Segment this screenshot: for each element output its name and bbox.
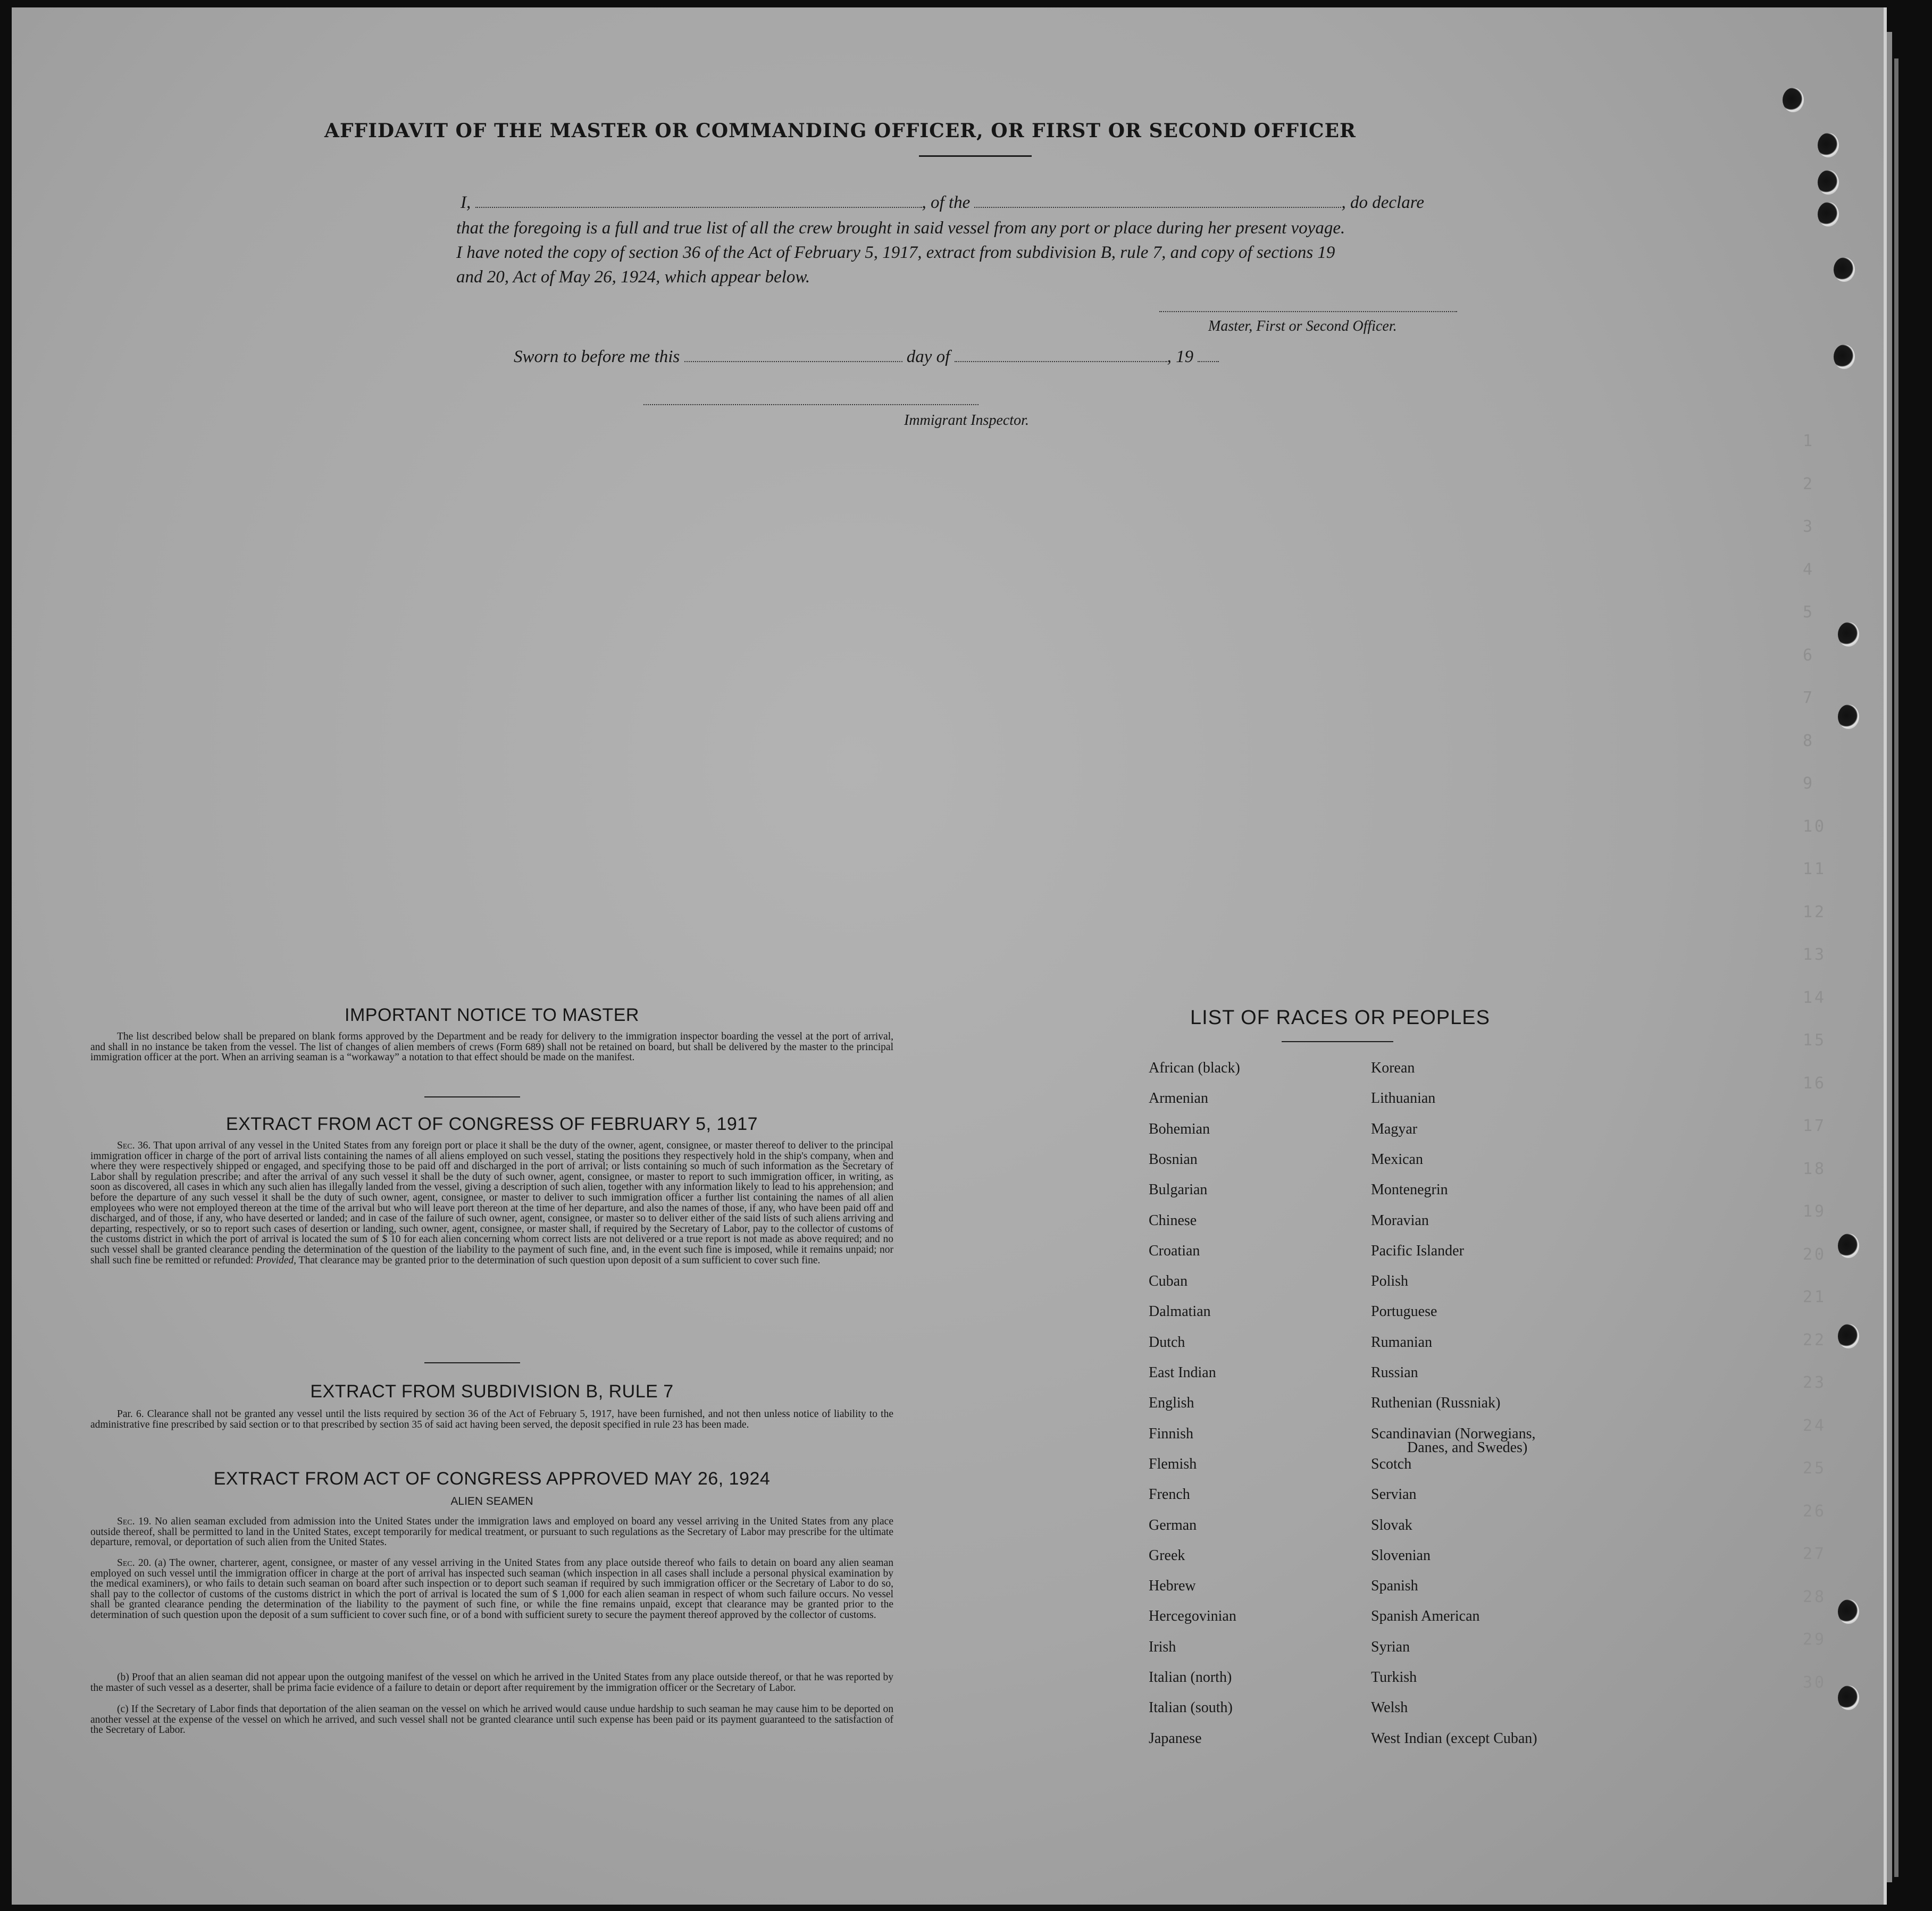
bleed-row-number: 5 — [1803, 603, 1815, 622]
extract-1924-title: EXTRACT FROM ACT OF CONGRESS APPROVED MAY 26, 1924 — [213, 1469, 771, 1489]
race-item: Spanish — [1371, 1578, 1418, 1595]
races-rule — [1282, 1041, 1393, 1042]
race-item: Magyar — [1371, 1120, 1418, 1137]
race-item: French — [1149, 1486, 1190, 1503]
binder-hole — [1838, 1599, 1859, 1624]
bleed-row-number: 23 — [1803, 1373, 1827, 1392]
race-item: East Indian — [1149, 1364, 1216, 1381]
race-item-continuation: Danes, and Swedes) — [1407, 1439, 1528, 1456]
bleed-row-number: 6 — [1803, 646, 1815, 665]
sec-20c-text: (c) If the Secretary of Labor finds that deportation of the alien seaman on the vessel on which he arrived would cause undue hardship to such seaman he may cause him to be deported on another vessel at the expense of the vessel on which he arrived, and such vessel shall not be granted clearance until such expense has been paid or its payment guaranteed to the satisfaction of the Secretary of Labor. — [90, 1704, 893, 1736]
notice-title: IMPORTANT NOTICE TO MASTER — [345, 1005, 639, 1025]
sec-36-text: That upon arrival of any vessel in the United States from any foreign port or place it shall be the duty of the owner, agent, consignee, or master thereof to deliver to the principal immigration officer in charge of the port of arrival lists containing the names of all aliens employed on such vessel, stating the positions they respectively hold in the ship's company, when and where they were respectively shipped or engaged, and specifying those to be paid off and discharged in the port of arrival; or lists containing so much of such information as the Secretary of Labor shall by regulation prescribe; and after the arrival of any such vessel it shall be the duty of such owner, agent, consignee, or master to report to such immigration officer, in writing, as soon as discovered, all cases in which any such alien has illegally landed from the vessel, giving a description of such alien, together with any information likely to lead to his apprehension; and before the departure of any such vessel it shall be the duty of such owner, agent, consignee, or master to deliver to such immigration officer a further list containing the names of all alien employees who were not employed thereon at the time of the arrival but who will leave port thereon at the time of her departure, and also the names of those, if any, who have been paid off and discharged, and of those, if any, who have deserted or landed; and in case of the failure of such owner, agent, consignee, or master so to deliver either of the said lists of such aliens arriving and departing, respectively, or so to report such cases of desertion or landing, such owner, agent, consignee, or master shall, if required by the Secretary of Labor, pay to the collector of customs of the customs district in which the port of arrival is located the sum of $ 10 for each alien concerning whom correct lists are not delivered or a true report is not made as above required; and no such vessel shall be granted clearance pending the determination of the question of the liability to the payment of such fine, and, in the event such fine is imposed, while it remains unpaid; nor shall such fine be remitted or refunded: — [90, 1140, 893, 1266]
race-item: Bohemian — [1149, 1120, 1210, 1137]
extract-1917-text — [90, 1141, 893, 1265]
race-item: Italian (south) — [1149, 1699, 1233, 1716]
master-signature-line[interactable] — [1159, 311, 1457, 312]
binder-hole — [1838, 1686, 1859, 1710]
race-item: Japanese — [1149, 1730, 1202, 1747]
bleed-row-number: 12 — [1803, 902, 1827, 921]
sec-19-label: Sec. 19. — [117, 1516, 152, 1527]
extract-1917-title: EXTRACT FROM ACT OF CONGRESS OF FEBRUARY 5, 1917 — [225, 1114, 758, 1134]
affidavit-line-1 — [461, 190, 1503, 215]
race-item: Bosnian — [1149, 1151, 1198, 1168]
race-item: Korean — [1371, 1060, 1415, 1076]
bleed-row-number: 21 — [1803, 1288, 1827, 1306]
binder-hole — [1838, 1234, 1859, 1258]
bleed-row-number: 8 — [1803, 731, 1815, 750]
race-item: Slovak — [1371, 1516, 1412, 1533]
sec-19-body: No alien seaman excluded from admission into the United States under the immigration laws and employed on board any vessel arriving in the United States from any place outside thereof, shall be permitted to land in the United States, except temporarily for medical treatment, or pursuant to such regulations as the Secretary of Labor may prescribe for the ultimate departure, removal, or deportation of such alien from the United States. — [90, 1516, 893, 1548]
proviso-text: That clearance may be granted prior to the determination of such question upon deposit of a sum sufficient to cover such fine. — [298, 1254, 821, 1266]
sec-36-label: Sec. 36. — [117, 1140, 151, 1151]
sworn-line — [514, 345, 1219, 369]
race-item: Syrian — [1371, 1638, 1410, 1655]
bleed-row-number: 19 — [1803, 1202, 1827, 1221]
bleed-row-number: 13 — [1803, 945, 1827, 964]
bleed-row-number: 15 — [1803, 1031, 1827, 1050]
divider — [424, 1362, 520, 1363]
race-item: West Indian (except Cuban) — [1371, 1730, 1537, 1747]
race-item: Montenegrin — [1371, 1181, 1448, 1198]
binder-hole — [1818, 133, 1839, 157]
race-item: Slovenian — [1371, 1547, 1431, 1564]
year-label: , 19 — [1167, 347, 1194, 366]
bleed-row-number: 22 — [1803, 1330, 1827, 1350]
race-item: Portuguese — [1371, 1303, 1437, 1320]
affidavit-line-4: and 20, Act of May 26, 1924, which appear below. — [456, 267, 810, 287]
sec-20-label: Sec. 20. — [117, 1557, 152, 1569]
race-item: Spanish American — [1371, 1608, 1480, 1625]
bleed-row-number: 30 — [1803, 1673, 1827, 1692]
race-item: Polish — [1371, 1273, 1409, 1290]
bleed-row-number: 7 — [1803, 689, 1815, 707]
bleed-row-number: 28 — [1803, 1587, 1827, 1606]
binder-hole — [1838, 1324, 1859, 1348]
binder-hole — [1818, 202, 1839, 227]
race-item: Ruthenian (Russniak) — [1371, 1395, 1501, 1412]
sworn-day-blank[interactable] — [684, 361, 902, 362]
race-item: English — [1149, 1395, 1194, 1412]
bleed-row-number: 24 — [1803, 1416, 1827, 1435]
title-rule — [919, 155, 1032, 157]
page-edge — [1894, 58, 1898, 1877]
race-item: Dalmatian — [1149, 1303, 1211, 1320]
race-item: Scandinavian (Norwegians, — [1371, 1425, 1536, 1442]
inspector-signature-line[interactable] — [643, 404, 978, 405]
races-title: LIST OF RACES OR PEOPLES — [1190, 1007, 1490, 1029]
affidavit-of-the-label: , of the — [922, 193, 971, 212]
race-item: Hebrew — [1149, 1578, 1196, 1595]
race-item: Greek — [1149, 1547, 1185, 1564]
day-of-label: day of — [906, 347, 950, 366]
race-item: Armenian — [1149, 1090, 1208, 1107]
bleed-row-number: 17 — [1803, 1117, 1827, 1135]
race-item: Pacific Islander — [1371, 1242, 1464, 1259]
affidavit-declare-label: , do declare — [1341, 193, 1424, 212]
subdivision-b-text: Par. 6. Clearance shall not be granted any vessel until the lists required by section 36 of the Act of February 5, 1917, have been furnished, and not then unless notice of liability to the administrative fine prescribed by said section or to that prescribed by section 35 of said act having been served, the deposit specified in rule 23 has been made. — [90, 1409, 893, 1430]
bleed-row-number: 2 — [1803, 474, 1815, 493]
divider — [424, 1096, 520, 1097]
bleed-row-number: 16 — [1803, 1074, 1827, 1093]
affidavit-line-3: I have noted the copy of section 36 of the Act of February 5, 1917, extract from subdivision B, rule 7, and copy of sections 19 — [456, 243, 1335, 262]
race-item: African (black) — [1149, 1060, 1240, 1076]
race-item: Croatian — [1149, 1242, 1200, 1259]
alien-seamen-subtitle: ALIEN SEAMEN — [450, 1495, 533, 1507]
name-blank[interactable] — [475, 207, 922, 208]
bleed-row-number: 14 — [1803, 988, 1827, 1007]
race-item: Italian (north) — [1149, 1669, 1232, 1686]
race-item: Cuban — [1149, 1273, 1188, 1290]
proviso-label: Provided, — [256, 1254, 296, 1266]
page-edge — [1887, 32, 1892, 1882]
bleed-row-number: 25 — [1803, 1459, 1827, 1478]
sworn-year-blank[interactable] — [1198, 361, 1219, 362]
bleed-row-number: 11 — [1803, 860, 1827, 878]
inspector-caption: Immigrant Inspector. — [904, 412, 1029, 429]
subdivision-b-title: EXTRACT FROM SUBDIVISION B, RULE 7 — [310, 1381, 674, 1402]
affidavit-title: AFFIDAVIT OF THE MASTER OR COMMANDING OFFICER, OR FIRST OR SECOND OFFICER — [324, 120, 1356, 142]
race-item: Russian — [1371, 1364, 1418, 1381]
race-item: German — [1149, 1516, 1197, 1533]
race-item: Chinese — [1149, 1212, 1197, 1229]
race-item: Scotch — [1371, 1455, 1412, 1472]
race-item: Finnish — [1149, 1425, 1194, 1442]
sec-20a-text — [90, 1558, 893, 1621]
bleed-row-number: 9 — [1803, 774, 1815, 793]
race-item: Welsh — [1371, 1699, 1408, 1716]
bleed-row-number: 1 — [1803, 432, 1815, 450]
bleed-row-number: 18 — [1803, 1159, 1827, 1178]
race-item: Moravian — [1371, 1212, 1429, 1229]
sec-19-text — [90, 1516, 893, 1548]
sworn-month-blank[interactable] — [955, 361, 1167, 362]
binder-hole — [1834, 257, 1855, 282]
notice-text: The list described below shall be prepared on blank forms approved by the Department and be ready for delivery to the immigration inspector boarding the vessel at the port of arrival, and shall in no instance be taken from the vessel. The list of changes of alien members of crews (Form 689) shall not be retained on board, but shall be delivered by the master to the principal immigration officer at the port. When an arriving seaman is a “workaway” a notation to that effect should be made on the manifest. — [90, 1031, 893, 1063]
race-item: Irish — [1149, 1638, 1176, 1655]
vessel-blank[interactable] — [974, 207, 1341, 208]
race-item: Turkish — [1371, 1669, 1417, 1686]
affidavit-i-label: I, — [461, 193, 471, 212]
binder-hole — [1838, 622, 1859, 647]
affidavit-line-2: that the foregoing is a full and true list of all the crew brought in said vessel from any port or place during her present voyage. — [456, 219, 1345, 238]
master-caption: Master, First or Second Officer. — [1208, 318, 1397, 334]
sec-20a-body: (a) The owner, charterer, agent, consignee, or master of any vessel arriving in the United States from any place outside thereof who fails to detain on board any alien seaman employed on such vessel until the immigration officer in charge at the port of arrival has inspected such seaman (which inspection in all cases shall include a personal physical examination by the medical examiners), or who fails to detain such seaman on board after such inspection or to deport such seaman if required by such immigration officer or the Secretary of Labor to do so, shall pay to the collector of customs of the customs district in which the port of arrival is located the sum of $ 1,000 for each alien seaman in respect of whom such failure occurs. No vessel shall be granted clearance pending the determination of the liability to the payment of such fine, or while the fine remains unpaid, except that clearance may be granted prior to the determination of such question upon the deposit of a sum sufficient to cover such fine, or of a bond with sufficient surety to secure the payment thereof approved by the collector of customs. — [90, 1557, 893, 1621]
bleed-row-number: 3 — [1803, 517, 1815, 536]
race-item: Dutch — [1149, 1334, 1185, 1351]
bleed-row-number: 4 — [1803, 560, 1815, 579]
race-item: Mexican — [1371, 1151, 1423, 1168]
race-item: Lithuanian — [1371, 1090, 1436, 1107]
binder-hole — [1818, 170, 1839, 195]
bleed-row-number: 27 — [1803, 1545, 1827, 1563]
race-item: Hercegovinian — [1149, 1608, 1236, 1625]
binder-hole — [1783, 88, 1804, 112]
bleed-row-number: 29 — [1803, 1630, 1827, 1649]
binder-hole — [1834, 345, 1855, 369]
bleed-row-number: 10 — [1803, 817, 1827, 836]
sworn-label: Sworn to before me this — [514, 347, 680, 366]
binder-hole — [1838, 705, 1859, 729]
race-item: Rumanian — [1371, 1334, 1433, 1351]
bleed-row-number: 26 — [1803, 1502, 1827, 1521]
bleed-row-number: 20 — [1803, 1245, 1827, 1264]
sec-20b-text: (b) Proof that an alien seaman did not appear upon the outgoing manifest of the vessel on which he arrived in the United States from any place outside thereof, or that he was reported by the master of such vessel as a deserter, shall be prima facie evidence of a failure to detain or deport after requirement by the immigration officer or the Secretary of Labor. — [90, 1672, 893, 1694]
race-item: Bulgarian — [1149, 1181, 1208, 1198]
race-item: Servian — [1371, 1486, 1417, 1503]
race-item: Flemish — [1149, 1455, 1197, 1472]
